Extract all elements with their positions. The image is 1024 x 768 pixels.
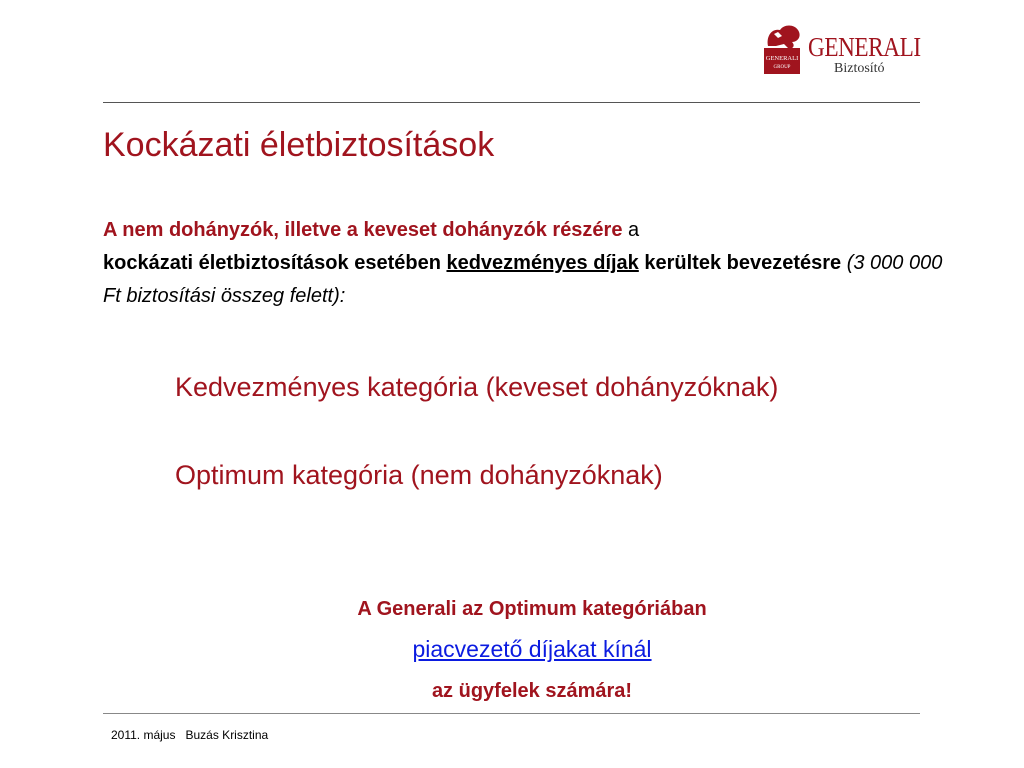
closing-line-1: A Generali az Optimum kategóriában <box>357 598 707 620</box>
intro-bold-part: kockázati életbiztosítások esetében <box>103 252 447 274</box>
intro-underlined: kedvezményes díjak <box>446 252 639 274</box>
closing-link[interactable]: piacvezető díjakat kínál <box>412 636 652 662</box>
footer-date: 2011. május <box>111 728 176 742</box>
footer <box>111 728 268 742</box>
intro-red-lead: A nem dohányzók, illetve a keveset dohányzók részére <box>103 219 623 241</box>
footer-divider <box>103 713 920 714</box>
emblem-text: GENERALI <box>765 55 799 62</box>
header-divider <box>103 102 920 103</box>
intro-italic-note: (3 000 000 Ft biztosítási összeg felett): <box>103 252 943 307</box>
generali-logo <box>762 22 922 78</box>
category-optimum: Optimum kategória (nem dohányzóknak) <box>175 460 663 490</box>
intro-bold-after: kerültek bevezetésre <box>638 252 842 274</box>
logo-subtitle: Biztosító <box>834 61 885 76</box>
footer-author: Buzás Krisztina <box>185 728 269 742</box>
slide-title: Kockázati életbiztosítások <box>103 126 495 164</box>
category-discount: Kedvezményes kategória (keveset dohányzóknak) <box>175 372 779 402</box>
intro-paragraph <box>103 214 953 313</box>
generali-lion-emblem-icon <box>762 22 802 78</box>
emblem-subtext: GROUP <box>773 65 791 70</box>
intro-connector: a <box>622 219 640 241</box>
logo-wordmark: GENERALI <box>808 32 921 62</box>
closing-statement <box>232 589 832 711</box>
closing-line-3: az ügyfelek számára! <box>431 680 633 702</box>
